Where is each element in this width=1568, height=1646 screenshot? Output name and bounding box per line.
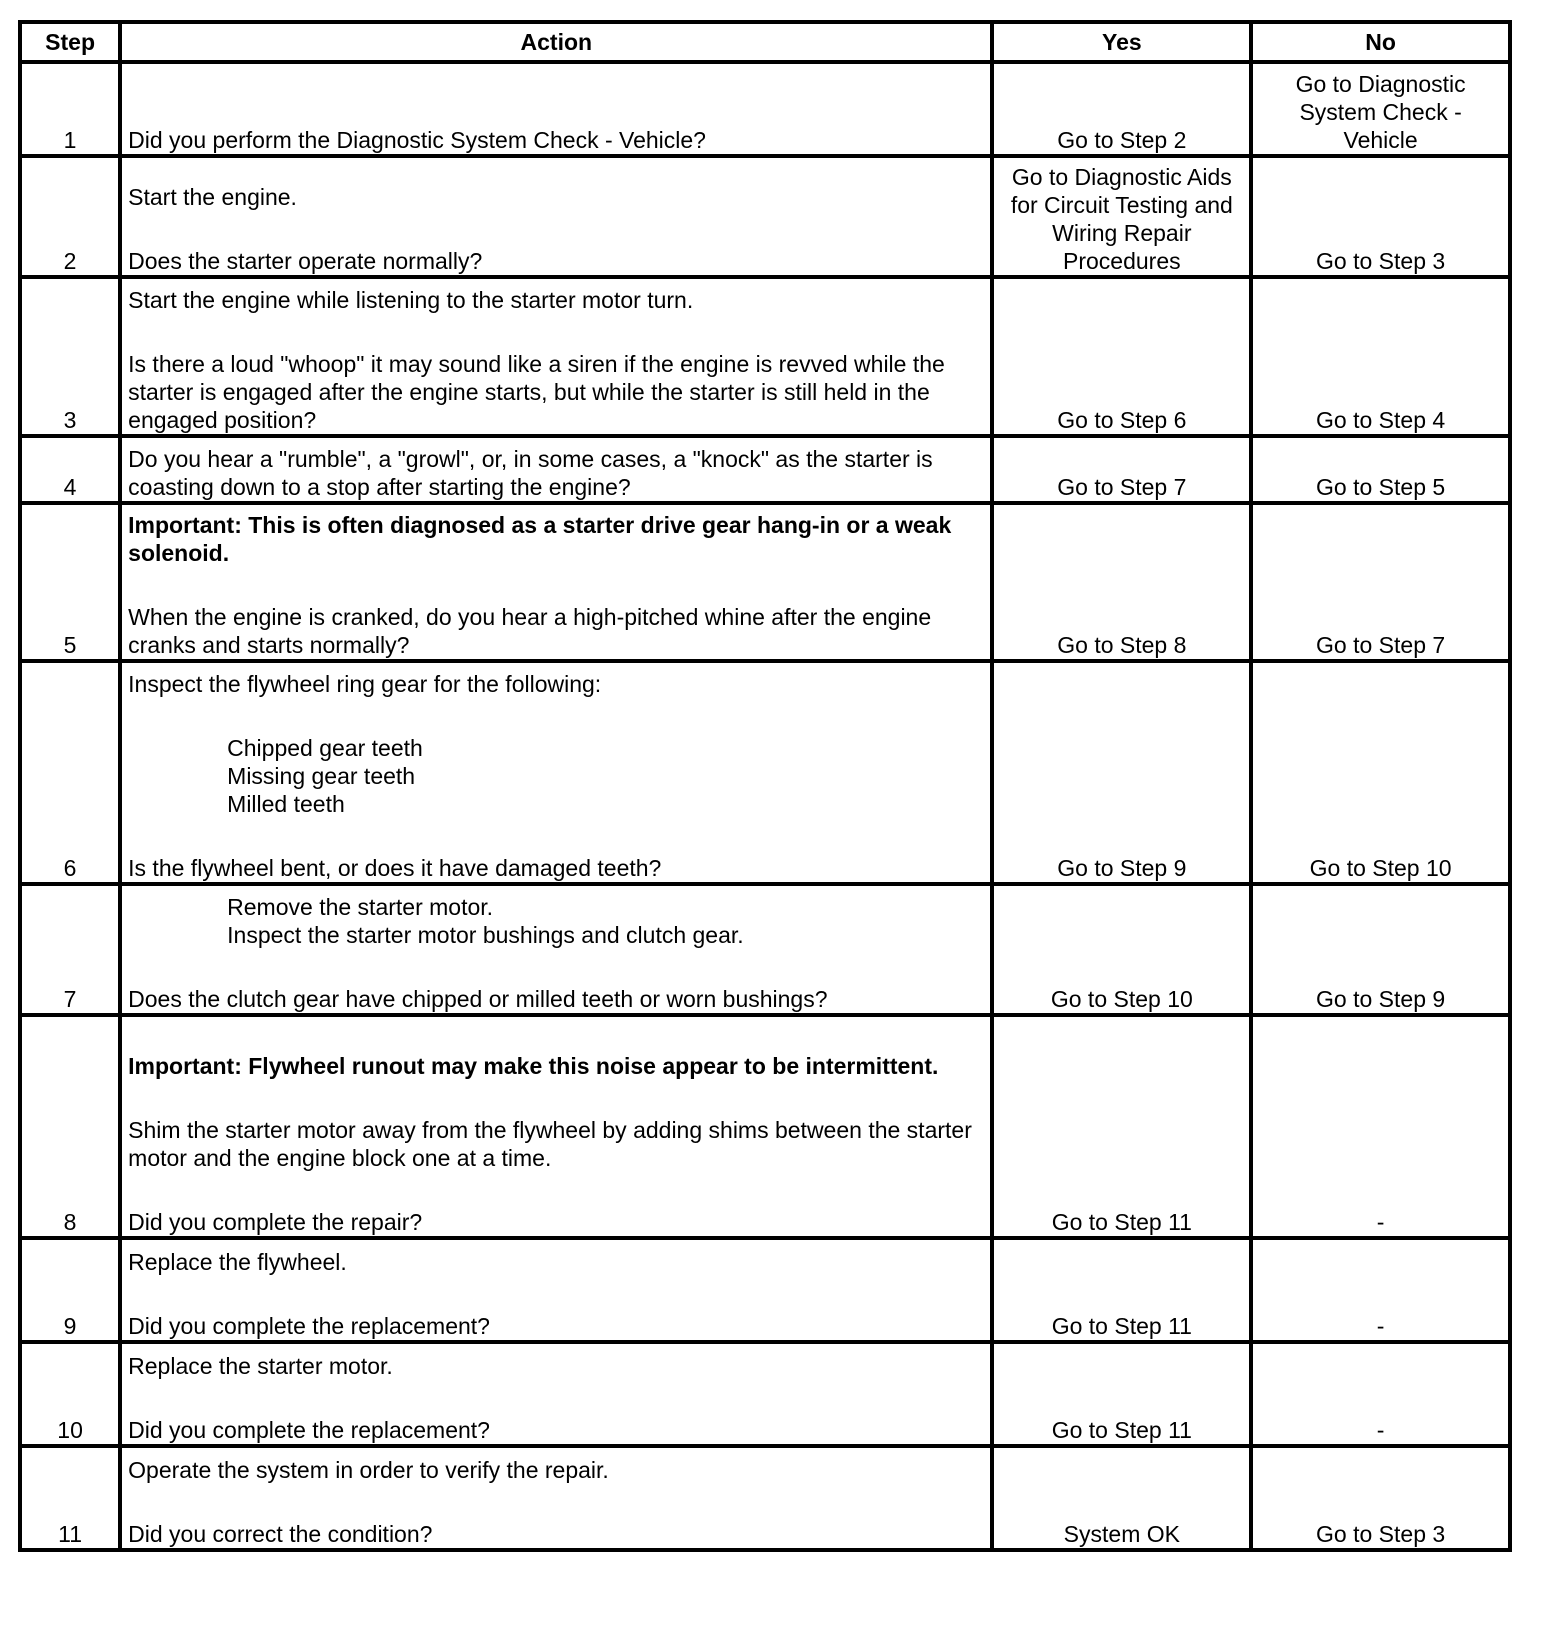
no-cell: Go to Diagnostic System Check - Vehicle	[1251, 62, 1510, 156]
step-number: 3	[20, 277, 120, 436]
table-row	[20, 62, 1510, 156]
list-item: Milled teeth	[227, 791, 345, 817]
action-cell	[120, 503, 992, 661]
header-yes: Yes	[992, 22, 1251, 62]
step-number: 10	[20, 1342, 120, 1446]
list-item: Remove the starter motor.	[227, 894, 494, 920]
no-cell: Go to Step 9	[1251, 884, 1510, 1015]
question-text: When the engine is cranked, do you hear a high-pitched whine after the engine cranks and starts normally?	[128, 604, 932, 658]
table-row	[20, 156, 1510, 277]
header-row	[20, 22, 1510, 62]
action-text: Start the engine.	[128, 184, 297, 210]
action-cell	[120, 277, 992, 436]
table-row	[20, 884, 1510, 1015]
table-row	[20, 1446, 1510, 1550]
no-cell: Go to Step 4	[1251, 277, 1510, 436]
action-cell	[120, 661, 992, 884]
table-row	[20, 503, 1510, 661]
table-row	[20, 277, 1510, 436]
no-cell: -	[1251, 1342, 1510, 1446]
step-number: 4	[20, 436, 120, 503]
question-text: Did you complete the repair?	[128, 1209, 423, 1235]
action-text: Operate the system in order to verify the repair.	[128, 1457, 609, 1483]
step-number: 9	[20, 1238, 120, 1342]
table-row	[20, 1015, 1510, 1238]
step-number: 8	[20, 1015, 120, 1238]
action-text: Start the engine while listening to the starter motor turn.	[128, 287, 694, 313]
yes-cell: Go to Step 6	[992, 277, 1251, 436]
action-text: Inspect the flywheel ring gear for the following:	[128, 671, 602, 697]
question-text: Does the clutch gear have chipped or milled teeth or worn bushings?	[128, 986, 828, 1012]
action-text: Shim the starter motor away from the flywheel by adding shims between the starter motor and the engine block one at a time.	[128, 1117, 972, 1171]
no-cell: Go to Step 5	[1251, 436, 1510, 503]
yes-cell: Go to Step 7	[992, 436, 1251, 503]
action-cell	[120, 1342, 992, 1446]
yes-cell: Go to Step 9	[992, 661, 1251, 884]
step-number: 7	[20, 884, 120, 1015]
no-cell: Go to Step 3	[1251, 1446, 1510, 1550]
yes-cell: Go to Step 8	[992, 503, 1251, 661]
action-cell	[120, 156, 992, 277]
list-item: Inspect the starter motor bushings and clutch gear.	[227, 922, 744, 948]
yes-cell: Go to Step 11	[992, 1015, 1251, 1238]
action-cell	[120, 1015, 992, 1238]
action-text: Replace the flywheel.	[128, 1249, 347, 1275]
step-number: 5	[20, 503, 120, 661]
question-text: Does the starter operate normally?	[128, 248, 483, 274]
action-cell	[120, 436, 992, 503]
procedure-list	[128, 893, 984, 949]
table-row	[20, 661, 1510, 884]
yes-cell: Go to Step 11	[992, 1238, 1251, 1342]
step-number: 2	[20, 156, 120, 277]
yes-cell: Go to Diagnostic Aids for Circuit Testing and Wiring Repair Procedures	[992, 156, 1251, 277]
no-cell: Go to Step 3	[1251, 156, 1510, 277]
question-text: Do you hear a "rumble", a "growl", or, in some cases, a "knock" as the starter is coasting down to a stop after starting the engine?	[128, 446, 933, 500]
no-cell: Go to Step 10	[1251, 661, 1510, 884]
header-no: No	[1251, 22, 1510, 62]
no-cell: -	[1251, 1238, 1510, 1342]
step-number: 11	[20, 1446, 120, 1550]
header-action: Action	[120, 22, 992, 62]
no-cell: -	[1251, 1015, 1510, 1238]
action-cell	[120, 62, 992, 156]
action-cell	[120, 884, 992, 1015]
inspection-list	[128, 734, 984, 818]
action-text: Replace the starter motor.	[128, 1353, 393, 1379]
yes-cell: System OK	[992, 1446, 1251, 1550]
action-cell	[120, 1238, 992, 1342]
step-number: 1	[20, 62, 120, 156]
list-item: Chipped gear teeth	[227, 735, 423, 761]
question-text: Did you complete the replacement?	[128, 1313, 490, 1339]
no-cell: Go to Step 7	[1251, 503, 1510, 661]
table-row	[20, 1238, 1510, 1342]
question-text: Did you perform the Diagnostic System Check - Vehicle?	[128, 127, 706, 153]
yes-cell: Go to Step 2	[992, 62, 1251, 156]
question-text: Is the flywheel bent, or does it have damaged teeth?	[128, 855, 662, 881]
important-note: Important: Flywheel runout may make this noise appear to be intermittent.	[128, 1053, 939, 1079]
question-text: Did you complete the replacement?	[128, 1417, 490, 1443]
yes-cell: Go to Step 11	[992, 1342, 1251, 1446]
header-step: Step	[20, 22, 120, 62]
list-item: Missing gear teeth	[227, 763, 416, 789]
table-row	[20, 436, 1510, 503]
action-cell	[120, 1446, 992, 1550]
diagnostic-table	[18, 20, 1512, 1552]
question-text: Is there a loud "whoop" it may sound like a siren if the engine is revved while the starter is engaged after the engine starts, but while the starter is still held in the engaged position?	[128, 351, 945, 433]
step-number: 6	[20, 661, 120, 884]
yes-cell: Go to Step 10	[992, 884, 1251, 1015]
important-note: Important: This is often diagnosed as a starter drive gear hang-in or a weak solenoid.	[128, 512, 952, 566]
question-text: Did you correct the condition?	[128, 1521, 433, 1547]
table-row	[20, 1342, 1510, 1446]
